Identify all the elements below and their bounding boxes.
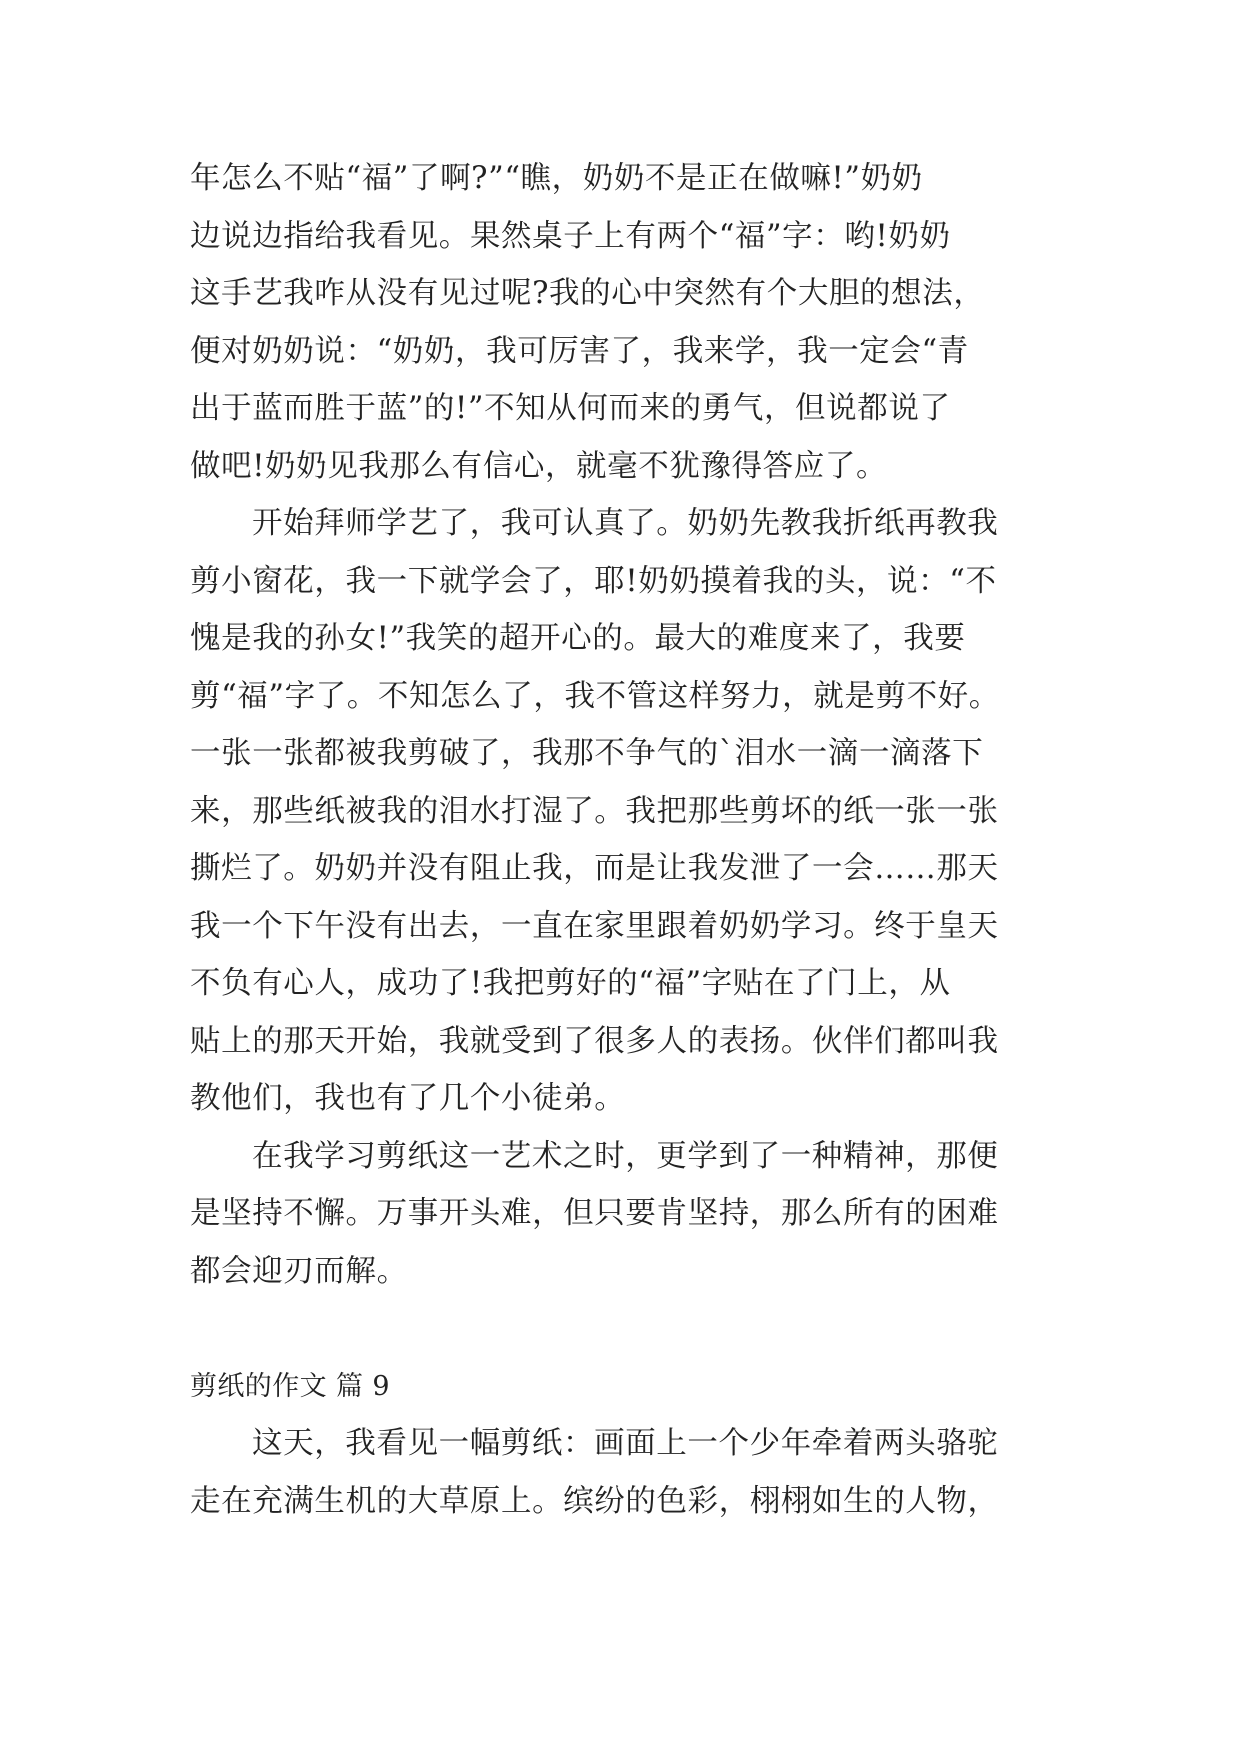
text-line: 做吧!奶奶见我那么有信心，就毫不犹豫得答应了。: [190, 448, 888, 484]
text-line: 剪“福”字了。不知怎么了，我不管这样努力，就是剪不好。: [190, 678, 1000, 714]
text-line: 走在充满生机的大草原上。缤纷的色彩，栩栩如生的人物，: [190, 1483, 999, 1519]
text-line: 出于蓝而胜于蓝”的!”不知从何而来的勇气，但说都说了: [190, 391, 951, 426]
text-line: 都会迎刃而解。: [190, 1253, 408, 1289]
text-line: 便对奶奶说：“奶奶，我可厉害了，我来学，我一定会“青: [190, 333, 969, 369]
section-heading: 剪纸的作文 篇 9: [190, 1370, 390, 1402]
paragraph: [190, 1415, 1058, 1530]
text-line: 这天，我看见一幅剪纸：画面上一个少年牵着两头骆驼: [252, 1426, 999, 1461]
text-line: 贴上的那天开始，我就受到了很多人的表扬。伙伴们都叫我: [190, 1023, 999, 1059]
text-line: 边说边指给我看见。果然桌子上有两个“福”字：哟!奶奶: [190, 218, 951, 254]
text-line: 这手艺我咋从没有见过呢?我的心中突然有个大胆的想法，: [190, 276, 985, 311]
text-line: 一张一张都被我剪破了，我那不争气的`泪水一滴一滴落下: [190, 736, 984, 771]
text-line: 是坚持不懈。万事开头难，但只要肯坚持，那么所有的困难: [190, 1196, 999, 1231]
paragraph: [190, 1128, 1058, 1301]
text-line: 教他们，我也有了几个小徒弟。: [190, 1081, 626, 1116]
text-line: 来，那些纸被我的泪水打湿了。我把那些剪坏的纸一张一张: [190, 793, 999, 829]
document-body: [190, 150, 1058, 1530]
text-line: 愧是我的孙女!”我笑的超开心的。最大的难度来了，我要: [190, 621, 966, 656]
paragraph: [190, 495, 1058, 1128]
text-line: 开始拜师学艺了，我可认真了。奶奶先教我折纸再教我: [252, 506, 999, 541]
text-line: 不负有心人，成功了!我把剪好的“福”字贴在了门上，从: [190, 966, 951, 1001]
text-line: 年怎么不贴“福”了啊?”“瞧，奶奶不是正在做嘛!”奶奶: [190, 161, 923, 196]
text-line: 剪小窗花，我一下就学会了，耶!奶奶摸着我的头，说：“不: [190, 563, 997, 599]
text-line: 我一个下午没有出去，一直在家里跟着奶奶学习。终于皇天: [190, 908, 999, 944]
text-line: 撕烂了。奶奶并没有阻止我，而是让我发泄了一会……那天: [190, 851, 999, 886]
paragraph: [190, 150, 1058, 495]
text-line: 在我学习剪纸这一艺术之时，更学到了一种精神，那便: [252, 1138, 999, 1174]
